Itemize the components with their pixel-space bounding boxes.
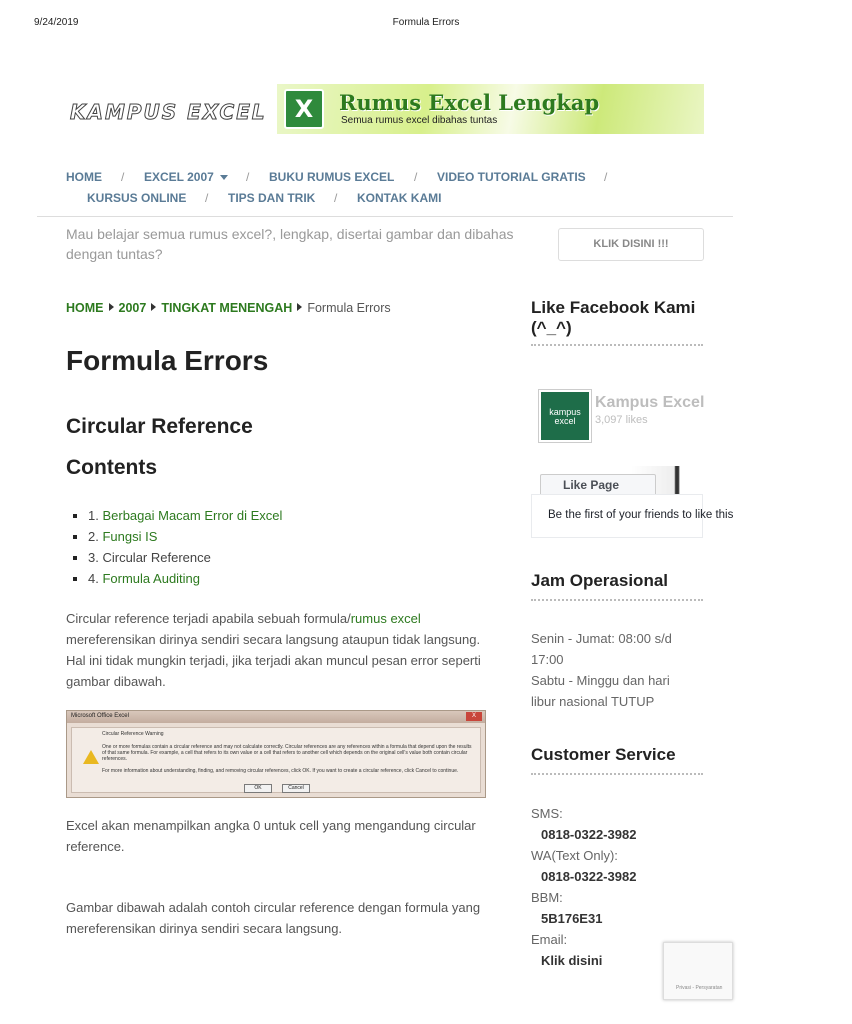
nav-item-video-tutorial[interactable]: VIDEO TUTORIAL GRATIS bbox=[437, 170, 586, 184]
banner[interactable] bbox=[277, 84, 704, 134]
recaptcha-badge[interactable] bbox=[663, 942, 733, 1000]
nav-separator: / bbox=[121, 170, 125, 184]
fb-likes-count: 3,097 likes bbox=[595, 414, 648, 426]
recaptcha-text: Privasi - Persyaratan bbox=[676, 985, 723, 991]
email-label: Email: bbox=[531, 932, 568, 947]
close-icon: X bbox=[466, 712, 482, 721]
nav-separator: / bbox=[205, 191, 209, 205]
dialog-caption: Circular Reference Warning bbox=[102, 731, 164, 737]
fb-cover bbox=[531, 370, 703, 490]
dialog-ok-button: OK bbox=[244, 784, 272, 793]
contents-title: Contents bbox=[66, 456, 157, 479]
nav-item-kontak-kami[interactable]: KONTAK KAMI bbox=[357, 191, 442, 205]
arrow-right-icon bbox=[109, 303, 114, 311]
nav-item-tips-dan-trik[interactable]: TIPS DAN TRIK bbox=[228, 191, 316, 205]
toc-number: 2. bbox=[88, 529, 99, 544]
table-of-contents bbox=[88, 505, 282, 589]
nav-item-label: EXCEL 2007 bbox=[144, 170, 214, 184]
banner-subtitle: Semua rumus excel dibahas tuntas bbox=[341, 115, 498, 126]
toc-item bbox=[88, 526, 282, 547]
breadcrumb-tingkat-menengah[interactable]: TINGKAT MENENGAH bbox=[161, 301, 293, 315]
breadcrumb-2007[interactable]: 2007 bbox=[118, 301, 147, 315]
hours-text bbox=[531, 628, 696, 712]
excel-icon: X bbox=[284, 89, 324, 129]
circular-reference-dialog-image bbox=[66, 710, 486, 798]
nav-item-kursus-online[interactable]: KURSUS ONLINE bbox=[87, 191, 187, 205]
customer-service-title: Customer Service bbox=[531, 745, 676, 764]
paragraph-1 bbox=[66, 608, 486, 692]
sms-label: SMS: bbox=[531, 806, 563, 821]
dialog-titlebar bbox=[67, 711, 485, 723]
divider bbox=[37, 216, 733, 217]
email-link[interactable]: Klik disini bbox=[541, 953, 603, 968]
sms-value: 0818-0322-3982 bbox=[541, 827, 637, 842]
toc-item bbox=[88, 568, 282, 589]
hours-title: Jam Operasional bbox=[531, 571, 669, 590]
dotted-divider bbox=[531, 344, 703, 346]
toc-link[interactable]: Berbagai Macam Error di Excel bbox=[102, 508, 283, 523]
dialog-text: One or more formulas contain a circular reference and may not calculate correctly. Circular references are any references within a formula that depend upon the results of that same formula. For example, a cell that refers to its own value or a cell that refers to another cell which depends on the original cell's value both contain circular references. bbox=[102, 744, 472, 762]
toc-item bbox=[88, 505, 282, 526]
dotted-divider bbox=[531, 599, 703, 601]
fb-page-name[interactable]: Kampus Excel bbox=[595, 394, 705, 411]
chevron-down-icon bbox=[220, 175, 228, 180]
hours-weekday: Senin - Jumat: 08:00 s/d 17:00 bbox=[531, 631, 672, 667]
rumus-excel-link[interactable]: rumus excel bbox=[350, 611, 421, 626]
paragraph-text: mereferensikan dirinya sendiri secara langsung ataupun tidak langsung. Hal ini tidak mungkin terjadi, jika terjadi akan muncul pesan error seperti gambar dibawah. bbox=[66, 632, 481, 689]
arrow-right-icon bbox=[151, 303, 156, 311]
nav-item-buku-rumus-excel[interactable]: BUKU RUMUS EXCEL bbox=[269, 170, 395, 184]
promo-button[interactable]: KLIK DISINI !!! bbox=[558, 228, 704, 261]
section-title: Circular Reference bbox=[66, 415, 253, 438]
toc-number: 4. bbox=[88, 571, 99, 586]
bbm-value: 5B176E31 bbox=[541, 911, 603, 926]
paragraph-text: Circular reference terjadi apabila sebuah formula/ bbox=[66, 611, 351, 626]
dialog-body bbox=[71, 727, 481, 793]
paragraph-2: Excel akan menampilkan angka 0 untuk cell yang mengandung circular reference. bbox=[66, 818, 476, 854]
toc-link[interactable]: Formula Auditing bbox=[102, 571, 201, 586]
breadcrumb-home[interactable]: HOME bbox=[66, 301, 104, 315]
promo-text: Mau belajar semua rumus excel?, lengkap, disertai gambar dan dibahas dengan tuntas? bbox=[66, 226, 514, 262]
print-title: Formula Errors bbox=[392, 17, 460, 28]
toc-link[interactable]: Fungsi IS bbox=[102, 529, 158, 544]
fb-friends-text: Be the first of your friends to like this bbox=[531, 494, 703, 538]
arrow-right-icon bbox=[297, 303, 302, 311]
bbm-label: BBM: bbox=[531, 890, 563, 905]
breadcrumb bbox=[66, 301, 391, 315]
toc-item bbox=[88, 547, 282, 568]
nav-separator: / bbox=[414, 170, 418, 184]
nav-separator: / bbox=[246, 170, 250, 184]
dialog-cancel-button: Cancel bbox=[282, 784, 310, 793]
page-title: Formula Errors bbox=[66, 345, 269, 376]
nav-separator: / bbox=[604, 170, 608, 184]
warning-icon bbox=[83, 750, 99, 764]
main-nav bbox=[66, 170, 706, 212]
facebook-widget-title: Like Facebook Kami (^_^) bbox=[531, 298, 696, 337]
wa-value: 0818-0322-3982 bbox=[541, 869, 637, 884]
facebook-widget bbox=[531, 360, 734, 538]
banner-title: Rumus Excel Lengkap bbox=[339, 90, 600, 115]
toc-number: 1. bbox=[88, 508, 99, 523]
toc-number: 3. bbox=[88, 550, 99, 565]
nav-item-home[interactable]: HOME bbox=[66, 170, 102, 184]
site-logo[interactable] bbox=[70, 84, 704, 134]
fb-page-logo[interactable]: kampus excel bbox=[539, 390, 591, 442]
dialog-title: Microsoft Office Excel bbox=[71, 713, 129, 719]
nav-item-excel-2007[interactable] bbox=[144, 170, 228, 184]
paragraph-3: Gambar dibawah adalah contoh circular reference dengan formula yang mereferensikan dirinya sendiri secara langsung. bbox=[66, 900, 481, 936]
site-name: KAMPUS EXCEL bbox=[70, 100, 267, 124]
wa-label: WA(Text Only): bbox=[531, 848, 618, 863]
print-date: 9/24/2019 bbox=[34, 17, 79, 28]
breadcrumb-current: Formula Errors bbox=[307, 301, 391, 315]
nav-separator: / bbox=[334, 191, 338, 205]
dotted-divider bbox=[531, 773, 703, 775]
fb-like-button[interactable]: Like Page bbox=[540, 474, 656, 496]
hours-weekend: Sabtu - Minggu dan hari libur nasional TUTUP bbox=[531, 673, 670, 709]
toc-label: Circular Reference bbox=[102, 550, 211, 565]
dialog-text-2: For more information about understanding, finding, and removing circular references, click OK. If you want to create a circular reference, click Cancel to continue. bbox=[102, 768, 459, 774]
